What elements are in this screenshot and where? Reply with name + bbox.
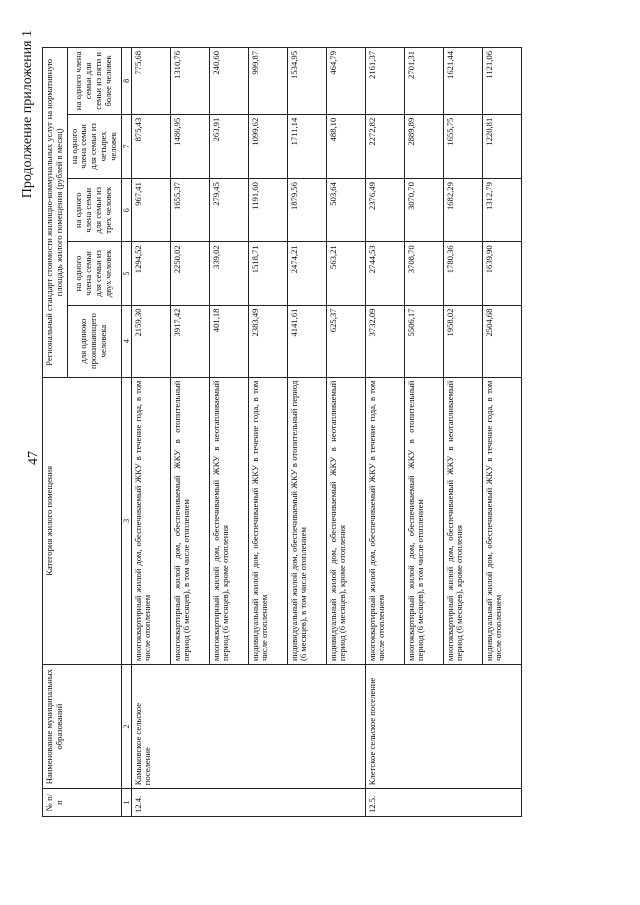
header-standard-group: Региональный стандарт стоимости жилищно-коммунальных услуг на нормативную площадь жилого помещения (рублей в месяц) — [43, 48, 68, 378]
header-category: Категория жилого помещения — [43, 377, 122, 664]
column-index: 7 — [121, 114, 131, 178]
value-cell: 2701,31 — [404, 48, 443, 115]
value-cell: 563,21 — [326, 242, 365, 305]
value-cell: 2272,82 — [365, 114, 404, 178]
value-cell: 1958,02 — [443, 305, 482, 377]
value-cell: 1711,14 — [287, 114, 326, 178]
value-cell: 263,91 — [209, 114, 248, 178]
municipality-name: Клетское сельское поселение — [365, 665, 521, 789]
municipality-name: Камыковское сельское поселение — [131, 665, 365, 789]
column-index-row — [121, 48, 131, 817]
value-cell: 3070,70 — [404, 179, 443, 242]
value-cell: 1099,62 — [248, 114, 287, 178]
value-cell: 775,68 — [131, 48, 170, 115]
value-cell: 339,02 — [209, 242, 248, 305]
column-index: 8 — [121, 48, 131, 115]
value-cell: 1621,44 — [443, 48, 482, 115]
standards-table — [42, 47, 522, 817]
table-row — [131, 48, 170, 817]
column-index: 6 — [121, 179, 131, 242]
header-municipality: Наименование муниципальных образований — [43, 665, 122, 789]
value-cell: 3708,70 — [404, 242, 443, 305]
value-cell: 1310,76 — [170, 48, 209, 115]
value-cell: 967,41 — [131, 179, 170, 242]
value-cell: 2889,89 — [404, 114, 443, 178]
value-cell: 2159,30 — [131, 305, 170, 377]
value-cell: 875,43 — [131, 114, 170, 178]
category-cell: многоквартирный жилой дом, обеспечиваемый ЖКУ в отопительный период (6 месяцев), в том числе отоплением — [404, 377, 443, 664]
column-index: 1 — [121, 789, 131, 817]
value-cell: 999,87 — [248, 48, 287, 115]
group-number: 12.5. — [365, 789, 521, 817]
value-cell: 1518,71 — [248, 242, 287, 305]
value-cell: 2250,02 — [170, 242, 209, 305]
category-cell: индивидуальный жилой дом, обеспечиваемый ЖКУ в отопительный период (6 месяцев), в том числе отоплением — [287, 377, 326, 664]
category-cell: индивидуальный жилой дом, обеспечиваемый ЖКУ в течение года, в том числе отоплением — [248, 377, 287, 664]
value-cell: 1639,90 — [482, 242, 521, 305]
category-cell: многоквартирный жилой дом, обеспечиваемый ЖКУ в течение года, в том числе отоплением — [131, 377, 170, 664]
page-number: 47 — [26, 451, 41, 465]
value-cell: 1486,95 — [170, 114, 209, 178]
column-index: 2 — [121, 665, 131, 789]
value-cell: 1655,75 — [443, 114, 482, 178]
category-cell: индивидуальный жилой дом, обеспечиваемый ЖКУ в неотапливаемый период (6 месяцев), кроме отопления — [326, 377, 365, 664]
value-cell: 488,10 — [326, 114, 365, 178]
value-cell: 1121,06 — [482, 48, 521, 115]
value-cell: 1220,81 — [482, 114, 521, 178]
header-sub-4: на одного члена семьи для семьи из четырех человек — [67, 114, 121, 178]
value-cell: 1294,52 — [131, 242, 170, 305]
column-index: 3 — [121, 377, 131, 664]
header-sub-5: на одного члена семьи для семьи из пяти и более человек — [67, 48, 121, 115]
header-sub-3: на одного члена семьи для семьи из трех человек — [67, 179, 121, 242]
category-cell: индивидуальный жилой дом, обеспечиваемый ЖКУ в течение года, в том числе отоплением — [482, 377, 521, 664]
table-row — [365, 48, 404, 817]
value-cell: 625,37 — [326, 305, 365, 377]
value-cell: 1312,79 — [482, 179, 521, 242]
value-cell: 401,18 — [209, 305, 248, 377]
value-cell: 2161,37 — [365, 48, 404, 115]
value-cell: 2474,21 — [287, 242, 326, 305]
continuation-note: Продолжение приложения 1 — [20, 30, 35, 199]
header-number: № п/п — [43, 789, 122, 817]
value-cell: 503,64 — [326, 179, 365, 242]
value-cell: 279,45 — [209, 179, 248, 242]
value-cell: 1534,95 — [287, 48, 326, 115]
value-cell: 1879,56 — [287, 179, 326, 242]
group-number: 12.4. — [131, 789, 365, 817]
value-cell: 2376,49 — [365, 179, 404, 242]
value-cell: 1191,60 — [248, 179, 287, 242]
column-index: 5 — [121, 242, 131, 305]
category-cell: многоквартирный жилой дом, обеспечиваемый ЖКУ в отопительный период (6 месяцев), в том числе отоплением — [170, 377, 209, 664]
value-cell: 5506,17 — [404, 305, 443, 377]
value-cell: 4141,61 — [287, 305, 326, 377]
value-cell: 1682,29 — [443, 179, 482, 242]
header-sub-1: для одиноко проживающего человека — [67, 305, 121, 377]
value-cell: 3732,09 — [365, 305, 404, 377]
category-cell: многоквартирный жилой дом, обеспечиваемый ЖКУ в неотапливаемый период (6 месяцев), кроме отопления — [443, 377, 482, 664]
value-cell: 464,79 — [326, 48, 365, 115]
header-sub-2: на одного члена семьи для семьи из двух человек — [67, 242, 121, 305]
category-cell: многоквартирный жилой дом, обеспечиваемый ЖКУ в неотапливаемый период (6 месяцев), кроме отопления — [209, 377, 248, 664]
value-cell: 1780,36 — [443, 242, 482, 305]
value-cell: 2504,68 — [482, 305, 521, 377]
category-cell: многоквартирный жилой дом, обеспечиваемый ЖКУ в течение года, в том числе отоплением — [365, 377, 404, 664]
value-cell: 2744,53 — [365, 242, 404, 305]
value-cell: 3917,42 — [170, 305, 209, 377]
value-cell: 240,60 — [209, 48, 248, 115]
column-index: 4 — [121, 305, 131, 377]
value-cell: 2383,49 — [248, 305, 287, 377]
value-cell: 1655,37 — [170, 179, 209, 242]
